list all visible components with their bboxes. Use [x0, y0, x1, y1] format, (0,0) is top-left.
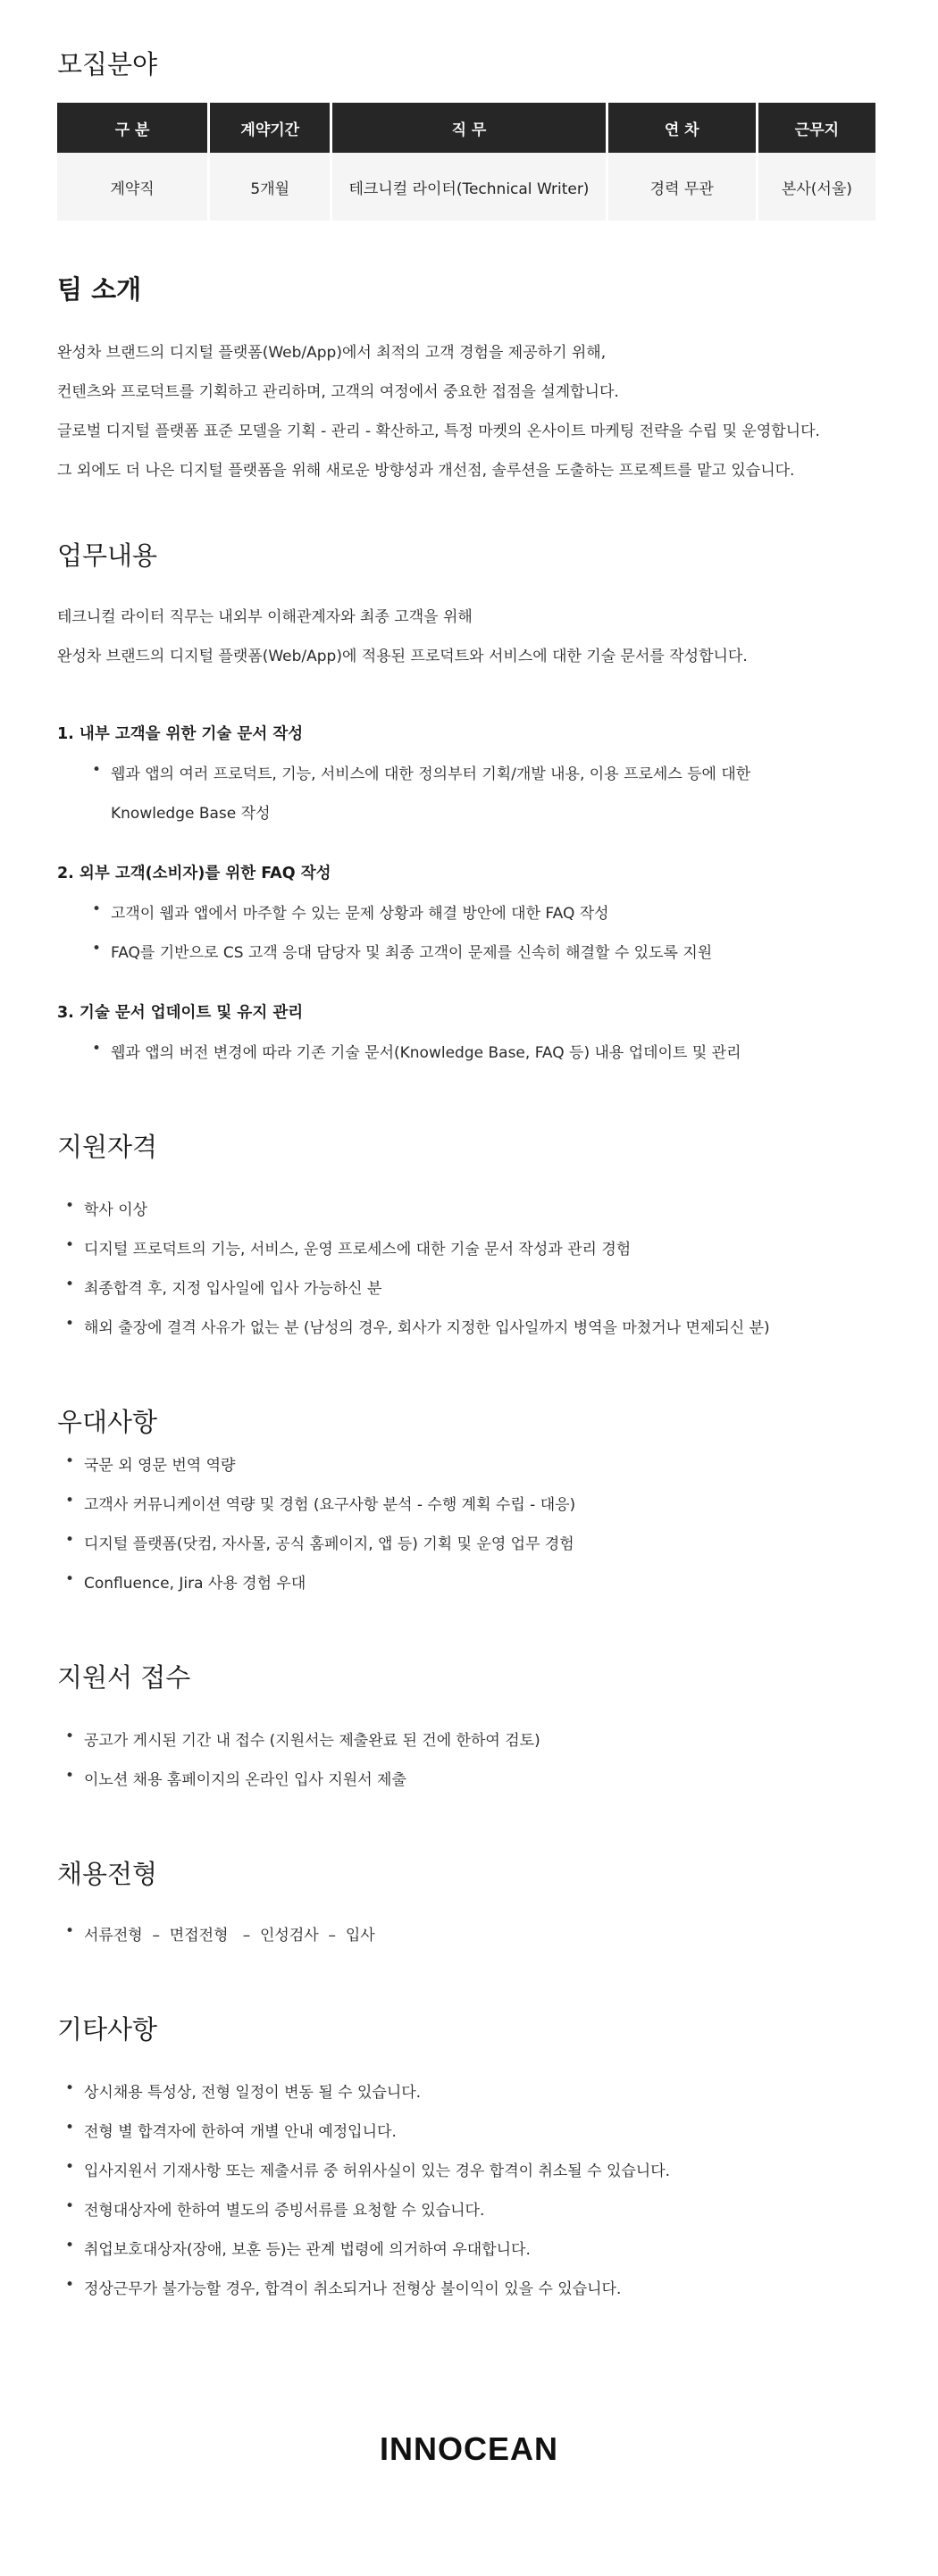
innocean-logo: INNOCEAN: [379, 2430, 558, 2467]
list-item: • 고객이 웹과 앱에서 마주할 수 있는 문제 상황과 해결 방안에 대한 FAQ 작성: [111, 900, 609, 923]
list-item: • 공고가 게시된 기간 내 접수 (지원서는 제출완료 된 건에 한하여 검토): [84, 1727, 540, 1750]
list-item: • FAQ를 기반으로 CS 고객 응대 담당자 및 최종 고객이 문제를 신속히 해결할 수 있도록 지원: [111, 940, 712, 962]
list-item: • 웹과 앱의 버전 변경에 따라 기존 기술 문서(Knowledge Base, FAQ 등) 내용 업데이트 및 관리: [111, 1040, 741, 1062]
section-title-team: 팀 소개: [57, 274, 142, 305]
section-title-process: 채용전형: [57, 1859, 158, 1889]
team-text-line: 컨텐츠와 프로덕트를 기획하고 관리하며, 고객의 여정에서 중요한 접점을 설계합니다.: [57, 383, 619, 401]
list-item: • 취업보호대상자(장애, 보훈 등)는 관계 법령에 의거하여 우대합니다.: [84, 2237, 531, 2259]
table-cell: 계약직: [57, 153, 207, 221]
list-item: • 서류전형 – 면접전형 – 인성검사 – 입사: [84, 1922, 375, 1945]
duty-subtitle-faq: 2. 외부 고객(소비자)를 위한 FAQ 작성: [57, 865, 331, 882]
table-header-cell: 연 차: [608, 103, 756, 153]
duty-subtitle-internal-docs: 1. 내부 고객을 위한 기술 문서 작성: [57, 725, 304, 743]
list-item: • Confluence, Jira 사용 경험 우대: [84, 1570, 306, 1593]
list-item: • 웹과 앱의 여러 프로덕트, 기능, 서비스에 대한 정의부터 기획/개발 내용, 이용 프로세스 등에 대한: [111, 761, 750, 783]
list-item-continuation: Knowledge Base 작성: [111, 805, 271, 823]
team-text-line: 글로벌 디지털 플랫폼 표준 모델을 기획 - 관리 - 확산하고, 특정 마켓의 온사이트 마케팅 전략을 수립 및 운영합니다.: [57, 422, 820, 440]
table-cell: 본사(서울): [758, 153, 875, 221]
list-item: • 전형대상자에 한하여 별도의 증빙서류를 요청할 수 있습니다.: [84, 2197, 484, 2220]
list-item: • 해외 출장에 결격 사유가 없는 분 (남성의 경우, 회사가 지정한 입사일까지 병역을 마쳤거나 면제되신 분): [84, 1315, 770, 1337]
table-cell: 경력 무관: [608, 153, 756, 221]
team-text-line: 완성차 브랜드의 디지털 플랫폼(Web/App)에서 최적의 고객 경험을 제공하기 위해,: [57, 344, 607, 362]
list-item: • 학사 이상: [84, 1197, 147, 1219]
list-item: • 전형 별 합격자에 한하여 개별 안내 예정입니다.: [84, 2119, 397, 2141]
section-title-etc: 기타사항: [57, 2014, 158, 2045]
list-item: • 상시채용 특성상, 전형 일정이 변동 될 수 있습니다.: [84, 2079, 421, 2102]
section-title-recruit: 모집분야: [57, 49, 158, 79]
section-title-application: 지원서 접수: [57, 1662, 191, 1693]
table-header-cell: 직 무: [332, 103, 605, 153]
table-header-cell: 계약기간: [210, 103, 330, 153]
table-header-row: [57, 103, 875, 153]
list-item: • 최종합격 후, 지정 입사일에 입사 가능하신 분: [84, 1275, 381, 1298]
list-item: • 국문 외 영문 번역 역량: [84, 1452, 235, 1475]
list-item: • 입사지원서 기재사항 또는 제출서류 중 허위사실이 있는 경우 합격이 취소될 수 있습니다.: [84, 2158, 670, 2180]
section-title-preferred: 우대사항: [57, 1407, 158, 1437]
table-row: [57, 153, 875, 221]
duties-intro-line: 테크니컬 라이터 직무는 내외부 이해관계자와 최종 고객을 위해: [57, 608, 473, 626]
table-cell: 테크니컬 라이터(Technical Writer): [332, 153, 605, 221]
list-item: • 디지털 프로덕트의 기능, 서비스, 운영 프로세스에 대한 기술 문서 작성과 관리 경험: [84, 1236, 631, 1259]
list-item: • 정상근무가 불가능할 경우, 합격이 취소되거나 전형상 불이익이 있을 수 있습니다.: [84, 2276, 621, 2298]
team-text-line: 그 외에도 더 나은 디지털 플랫폼을 위해 새로운 방향성과 개선점, 솔루션을 도출하는 프로젝트를 맡고 있습니다.: [57, 462, 795, 480]
section-title-duties: 업무내용: [57, 540, 158, 571]
duty-subtitle-maintenance: 3. 기술 문서 업데이트 및 유지 관리: [57, 1004, 304, 1022]
table-header-cell: 근무지: [758, 103, 875, 153]
section-title-qualifications: 지원자격: [57, 1132, 158, 1162]
table-header-cell: 구 분: [57, 103, 207, 153]
recruit-table: [54, 103, 878, 221]
list-item: • 이노션 채용 홈페이지의 온라인 입사 지원서 제출: [84, 1767, 406, 1789]
list-item: • 고객사 커뮤니케이션 역량 및 경험 (요구사항 분석 - 수행 계획 수립 - 대응): [84, 1492, 575, 1514]
table-cell: 5개월: [210, 153, 330, 221]
duties-intro-line: 완성차 브랜드의 디지털 플랫폼(Web/App)에 적용된 프로덕트와 서비스에 대한 기술 문서를 작성합니다.: [57, 648, 748, 665]
list-item: • 디지털 플랫폼(닷컴, 자사몰, 공식 홈페이지, 앱 등) 기획 및 운영 업무 경험: [84, 1531, 574, 1553]
